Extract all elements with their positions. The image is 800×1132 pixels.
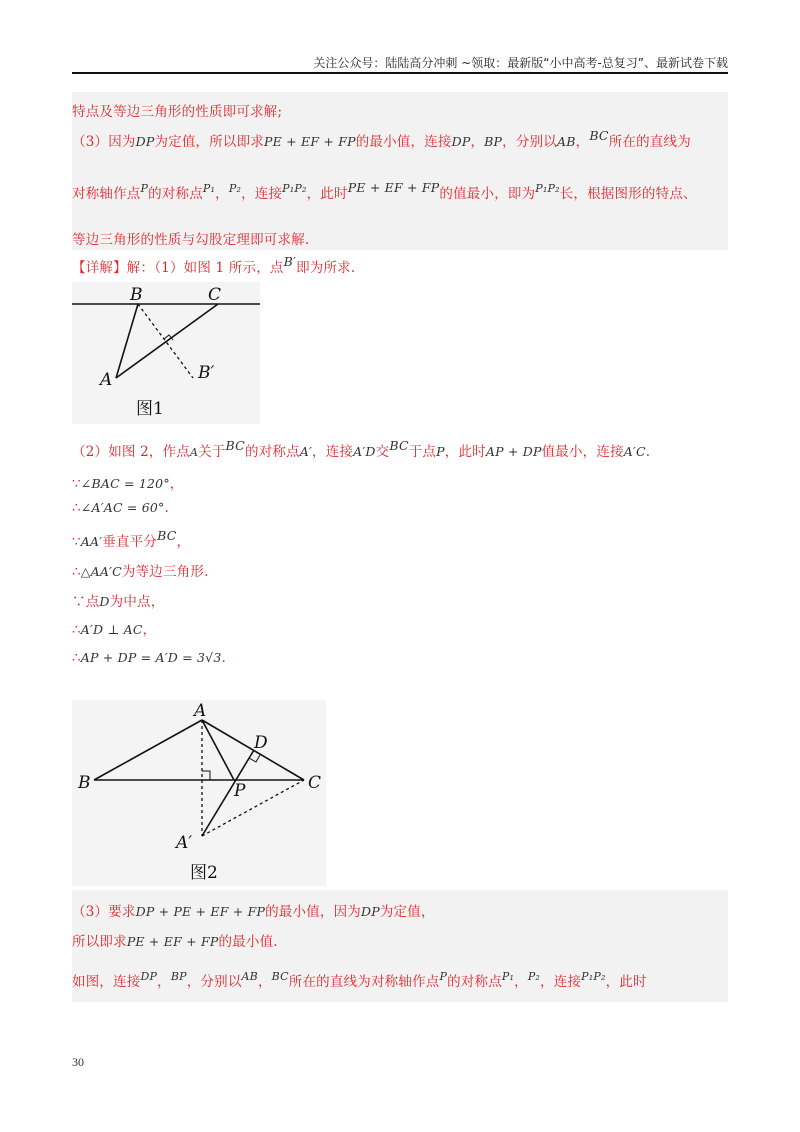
figure-1	[72, 282, 260, 424]
fig2-label-c: C	[308, 773, 322, 793]
fig2-label-b: B	[78, 773, 91, 793]
text-line-16: 如图，连接$^{DP}$，$^{BP}$，分别以$^{AB}$，$^{BC}$所在的直线为对称轴作点$^P$的对称点$^{P_1}$，$^{P_2}$，连接$^{P_1P_2}$，此时	[72, 970, 647, 990]
text-line-4: 等边三角形的性质与勾股定理即可求解.	[72, 232, 310, 248]
fig2-right-angle-bc	[202, 771, 210, 780]
text-line-13: ∴AP + DP = A′D = 3√3.	[72, 650, 226, 666]
text-line-8: ∴∠A′AC = 60°.	[72, 500, 170, 516]
fig1-dashed-bb	[138, 304, 193, 378]
text-line-15: 所以即求PE + EF + FP的最小值.	[72, 934, 278, 950]
page-number: 30	[72, 1055, 84, 1069]
text-line-9: ∵AA′垂直平分BC，	[72, 528, 191, 550]
text-line-12: ∴A′D ⊥ AC，	[72, 622, 157, 638]
fig1-caption: 图1	[136, 399, 164, 419]
fig2-dashed-ac	[202, 780, 304, 836]
text-line-10: ∴△AA′C为等边三角形.	[72, 564, 209, 580]
figure-2-svg	[72, 700, 326, 886]
text-line-6: （2）如图 2，作点A关于BC的对称点A′，连接A′D交BC于点P，此时AP + DP值最小，连接A′C.	[72, 438, 651, 460]
fig2-segment-apd	[202, 750, 254, 836]
figure-2	[72, 700, 326, 886]
text-line-14: （3）要求DP + PE + EF + FP的最小值，因为DP为定值，	[72, 904, 435, 920]
fig2-label-d: D	[254, 733, 268, 753]
text-line-7: ∵∠BAC = 120°，	[72, 476, 184, 492]
text-line-5: 【详解】解：（1）如图 1 所示，点B′即为所求.	[72, 254, 356, 276]
fig1-label-b: B	[130, 285, 143, 305]
text-line-3: 对称轴作点$^P$的对称点$^{P_1}$，$^{P_2}$，连接$^{P_1P_2}$，此时PE + EF + FP的值最小，即为$^{P_1P_2}$长，根据图形的特点、	[72, 180, 697, 202]
fig1-segment-ab	[116, 304, 138, 378]
text-line-2: （3）因为DP为定值，所以即求PE + EF + FP的最小值，连接DP，BP，分别以AB，BC所在的直线为	[72, 128, 691, 150]
text-line-1: 特点及等边三角形的性质即可求解;	[72, 104, 283, 120]
fig1-label-c: C	[208, 285, 222, 305]
fig2-label-p: P	[234, 781, 246, 801]
fig1-label-bprime: B′	[198, 363, 215, 383]
figure-1-svg	[72, 282, 260, 424]
header-rule	[72, 72, 728, 74]
page-header: 关注公众号：陆陆高分冲刺 ~领取：最新版“小中高考-总复习”、最新试卷下载	[313, 56, 728, 70]
text-line-11: ∵点D为中点，	[72, 594, 165, 610]
fig2-label-aprime: A′	[176, 833, 193, 853]
fig1-label-a: A	[100, 370, 113, 390]
fig2-caption: 图2	[190, 863, 218, 883]
fig2-segment-ab	[94, 720, 202, 780]
fig2-label-a: A	[194, 701, 207, 721]
